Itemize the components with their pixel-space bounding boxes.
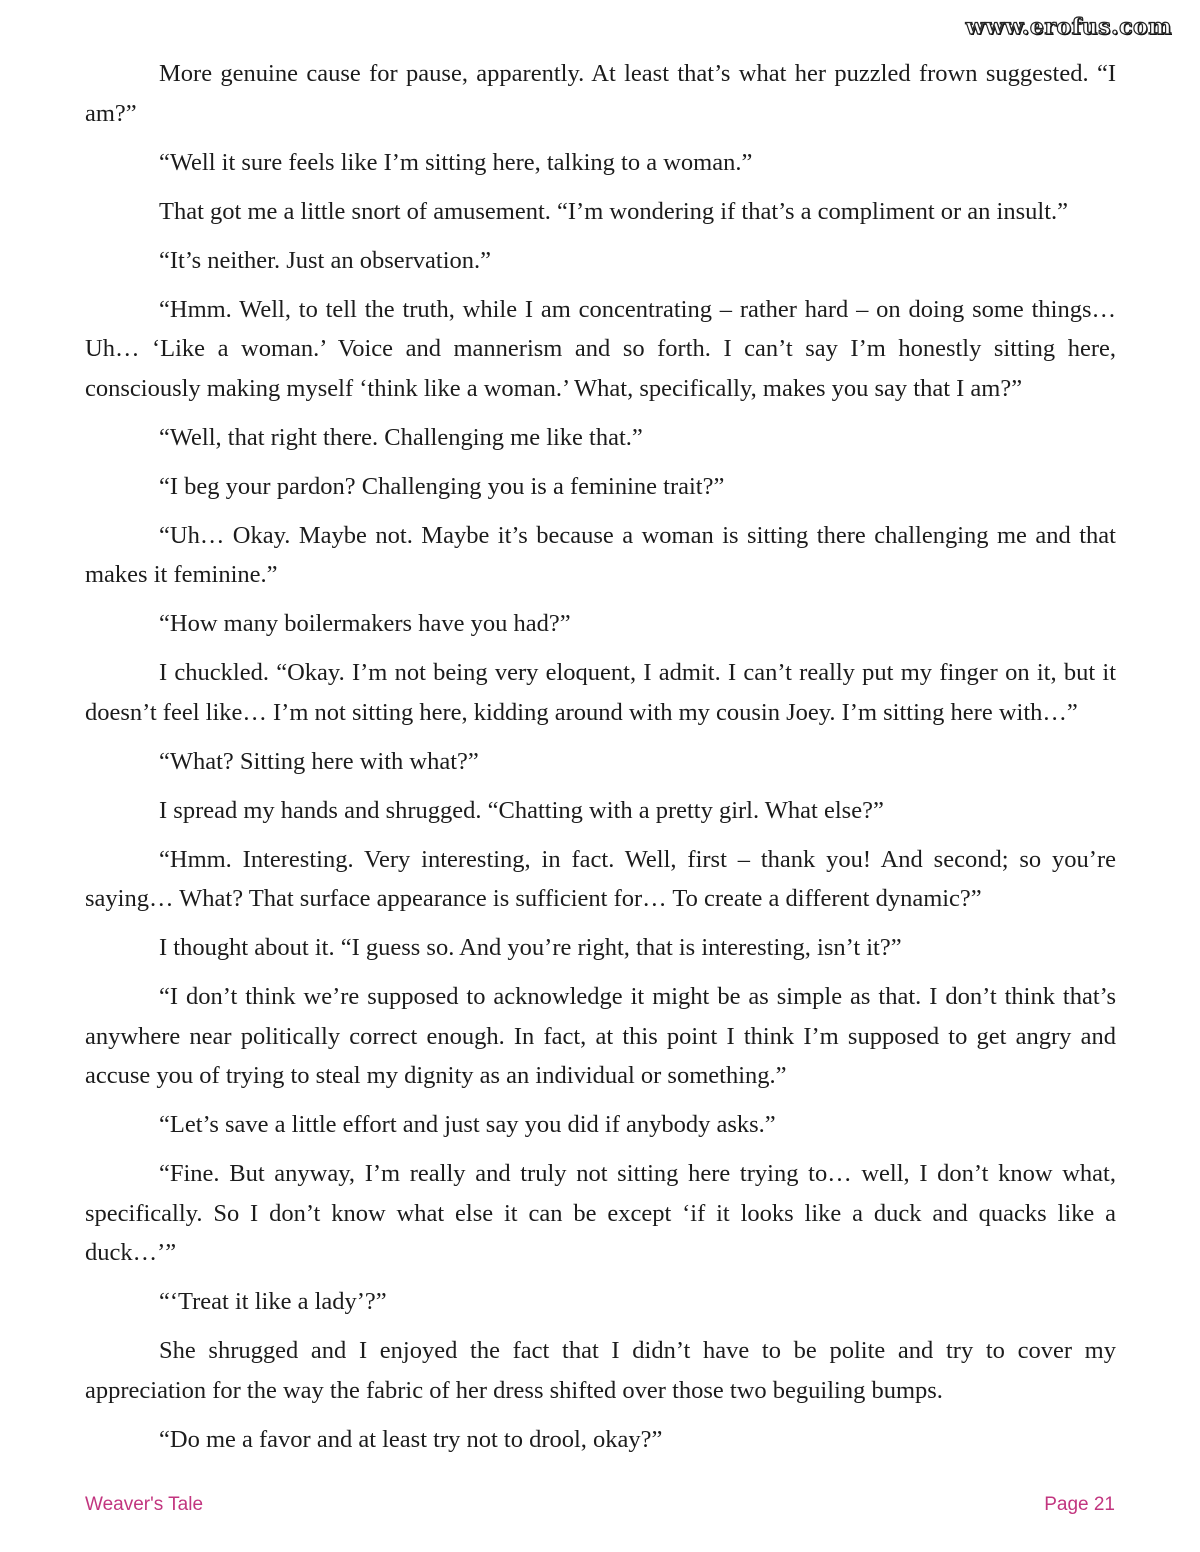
paragraph: “Uh… Okay. Maybe not. Maybe it’s because a woman is sitting there challenging me and that makes it feminine.” <box>85 521 1116 588</box>
paragraph: “Hmm. Interesting. Very interesting, in fact. Well, first – thank you! And second; so you’re saying… What? That surface appearance is sufficient for… To create a different dynamic?” <box>85 845 1116 912</box>
paragraph: “I don’t think we’re supposed to acknowledge it might be as simple as that. I don’t think that’s anywhere near politically correct enough. In fact, at this point I think I’m supposed to get angry and accuse you of trying to steal my dignity as an individual or something.” <box>85 983 1116 1089</box>
paragraph: “How many boilermakers have you had?” <box>159 610 571 637</box>
paragraph: “I beg your pardon? Challenging you is a feminine trait?” <box>159 472 725 500</box>
body-text <box>85 54 1116 1469</box>
paragraph: She shrugged and I enjoyed the fact that I didn’t have to be polite and try to cover my appreciation for the way the fabric of her dress shifted over those two beguiling bumps. <box>85 1337 1116 1404</box>
paragraph: “Hmm. Well, to tell the truth, while I am concentrating – rather hard – on doing some things… Uh… ‘Like a woman.’ Voice and mannerism and so forth. I can’t say I’m honestly sitting here, consciously making myself ‘think like a woman.’ What, specifically, makes you say that I am?” <box>85 295 1116 402</box>
paragraph: “Fine. But anyway, I’m really and truly not sitting here trying to… well, I don’t know what, specifically. So I don’t know what else it can be except ‘if it looks like a duck and quacks like a duck…’” <box>85 1160 1116 1266</box>
paragraph: “‘Treat it like a lady’?” <box>159 1288 387 1315</box>
paragraph: “What? Sitting here with what?” <box>159 747 479 775</box>
paragraph: That got me a little snort of amusement. “I’m wondering if that’s a compliment or an insult.” <box>159 197 1069 225</box>
paragraph: “It’s neither. Just an observation.” <box>159 246 492 274</box>
paragraph: “Well, that right there. Challenging me like that.” <box>159 423 643 451</box>
paragraph: “Do me a favor and at least try not to drool, okay?” <box>159 1425 663 1453</box>
watermark-text: www.erofus.com <box>965 14 1172 40</box>
paragraph: “Well it sure feels like I’m sitting here, talking to a woman.” <box>159 148 753 176</box>
paragraph: More genuine cause for pause, apparently. At least that’s what her puzzled frown suggested. “I am?” <box>85 60 1116 127</box>
footer-book-title: Weaver's Tale <box>85 1494 204 1515</box>
footer-page-number: Page 21 <box>1044 1494 1115 1515</box>
paragraph: I spread my hands and shrugged. “Chatting with a pretty girl. What else?” <box>159 796 884 824</box>
paragraph: “Let’s save a little effort and just say you did if anybody asks.” <box>159 1111 776 1138</box>
paragraph: I chuckled. “Okay. I’m not being very eloquent, I admit. I can’t really put my finger on it, but it doesn’t feel like… I’m not sitting here, kidding around with my cousin Joey. I’m sitting here with…” <box>85 659 1116 726</box>
paragraph: I thought about it. “I guess so. And you’re right, that is interesting, isn’t it?” <box>159 934 902 961</box>
